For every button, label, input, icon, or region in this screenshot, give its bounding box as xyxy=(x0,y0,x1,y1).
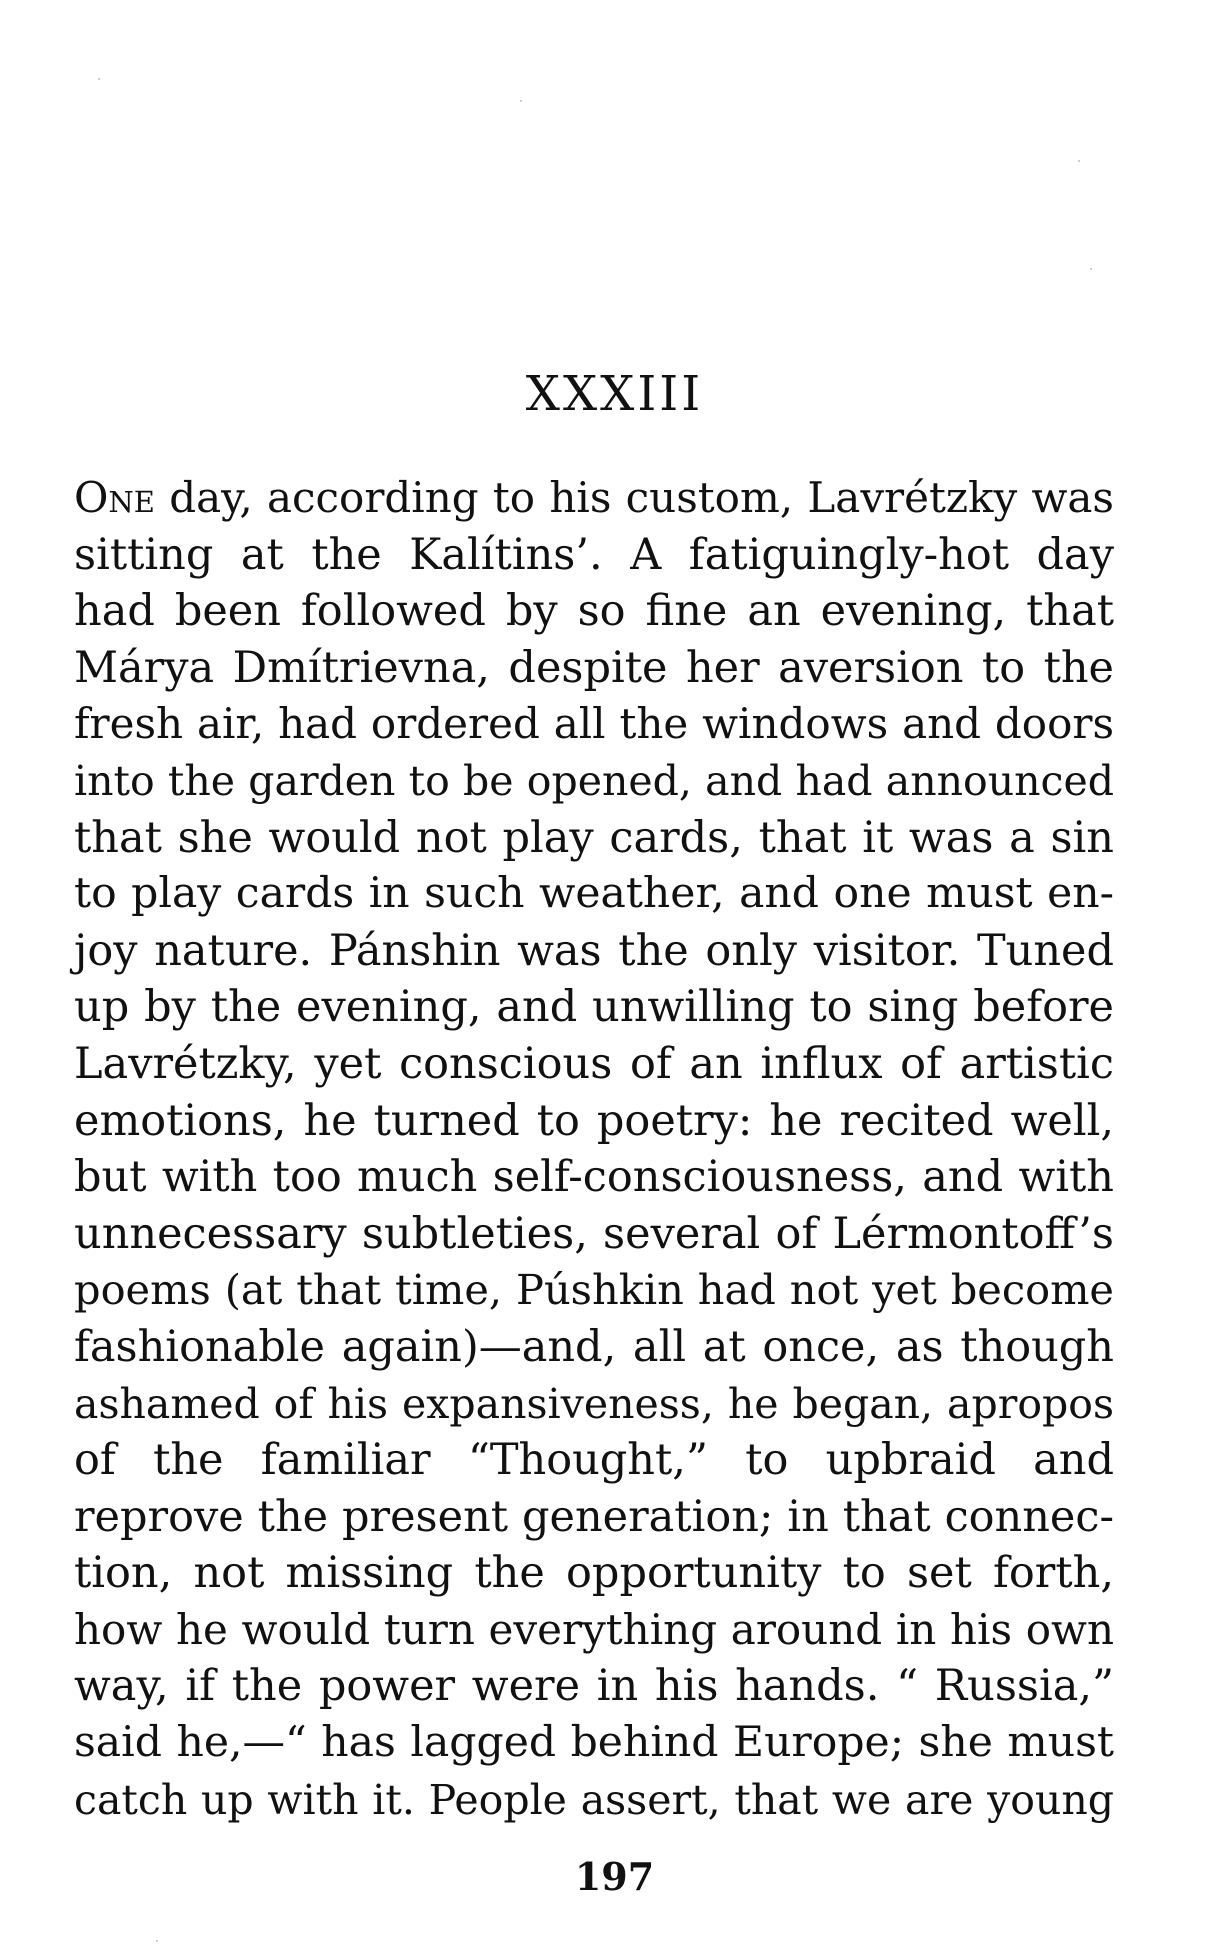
text-line: up by the evening, and unwilling to sing before xyxy=(74,982,1114,1033)
scan-speck xyxy=(98,78,100,80)
scan-speck xyxy=(520,100,522,102)
text-line: of the familiar “Thought,” to upbraid and xyxy=(74,1435,1114,1486)
text-line: unnecessary subtleties, several of Lérmontoff’s xyxy=(74,1208,1114,1259)
text-line: said he,—“ has lagged behind Europe; she must xyxy=(74,1718,1114,1768)
page-number: 197 xyxy=(574,1854,655,1899)
lead-word: One xyxy=(74,473,155,522)
text-line: poems (at that time, Púshkin had not yet become xyxy=(74,1265,1114,1315)
text-line: catch up with it. People assert, that we are young xyxy=(74,1775,1114,1824)
text-line: fresh air, had ordered all the windows and doors xyxy=(74,699,1114,749)
text-line: way, if the power were in his hands. “ Russia,” xyxy=(74,1661,1114,1712)
text-line: emotions, he turned to poetry: he recited well, xyxy=(74,1095,1114,1146)
text-line: fashionable again)—and, all at once, as though xyxy=(74,1321,1114,1372)
text-line: had been followed by so fine an evening, that xyxy=(74,586,1114,637)
chapter-heading: XXXIII xyxy=(525,366,704,422)
text-line: how he would turn everything around in his own xyxy=(74,1604,1114,1654)
text-line: ashamed of his expansiveness, he began, apropos xyxy=(74,1379,1114,1428)
text-line: to play cards in such weather, and one must en- xyxy=(74,869,1114,919)
text-line: reprove the present generation; in that connec- xyxy=(74,1491,1114,1542)
text-line: tion, not missing the opportunity to set forth, xyxy=(74,1548,1114,1599)
text-line: Márya Dmítrievna, despite her aversion to the xyxy=(74,642,1114,693)
text-line: joy nature. Pánshin was the only visitor. Tuned xyxy=(74,925,1114,976)
text-line: but with too much self-consciousness, and with xyxy=(74,1152,1114,1203)
scan-speck xyxy=(1078,160,1080,162)
text-line: that she would not play cards, that it was a sin xyxy=(74,812,1114,863)
text-line: One day, according to his custom, Lavrétzky was xyxy=(74,473,1114,522)
scan-speck xyxy=(1090,268,1092,270)
text-line: into the garden to be opened, and had announced xyxy=(74,756,1114,805)
chapter-body-text xyxy=(74,470,1114,1828)
text-line: Lavrétzky, yet conscious of an influx of artistic xyxy=(74,1038,1114,1089)
scan-speck xyxy=(156,1940,158,1942)
text-line: sitting at the Kalítins’. A fatiguingly-hot day xyxy=(74,529,1114,580)
